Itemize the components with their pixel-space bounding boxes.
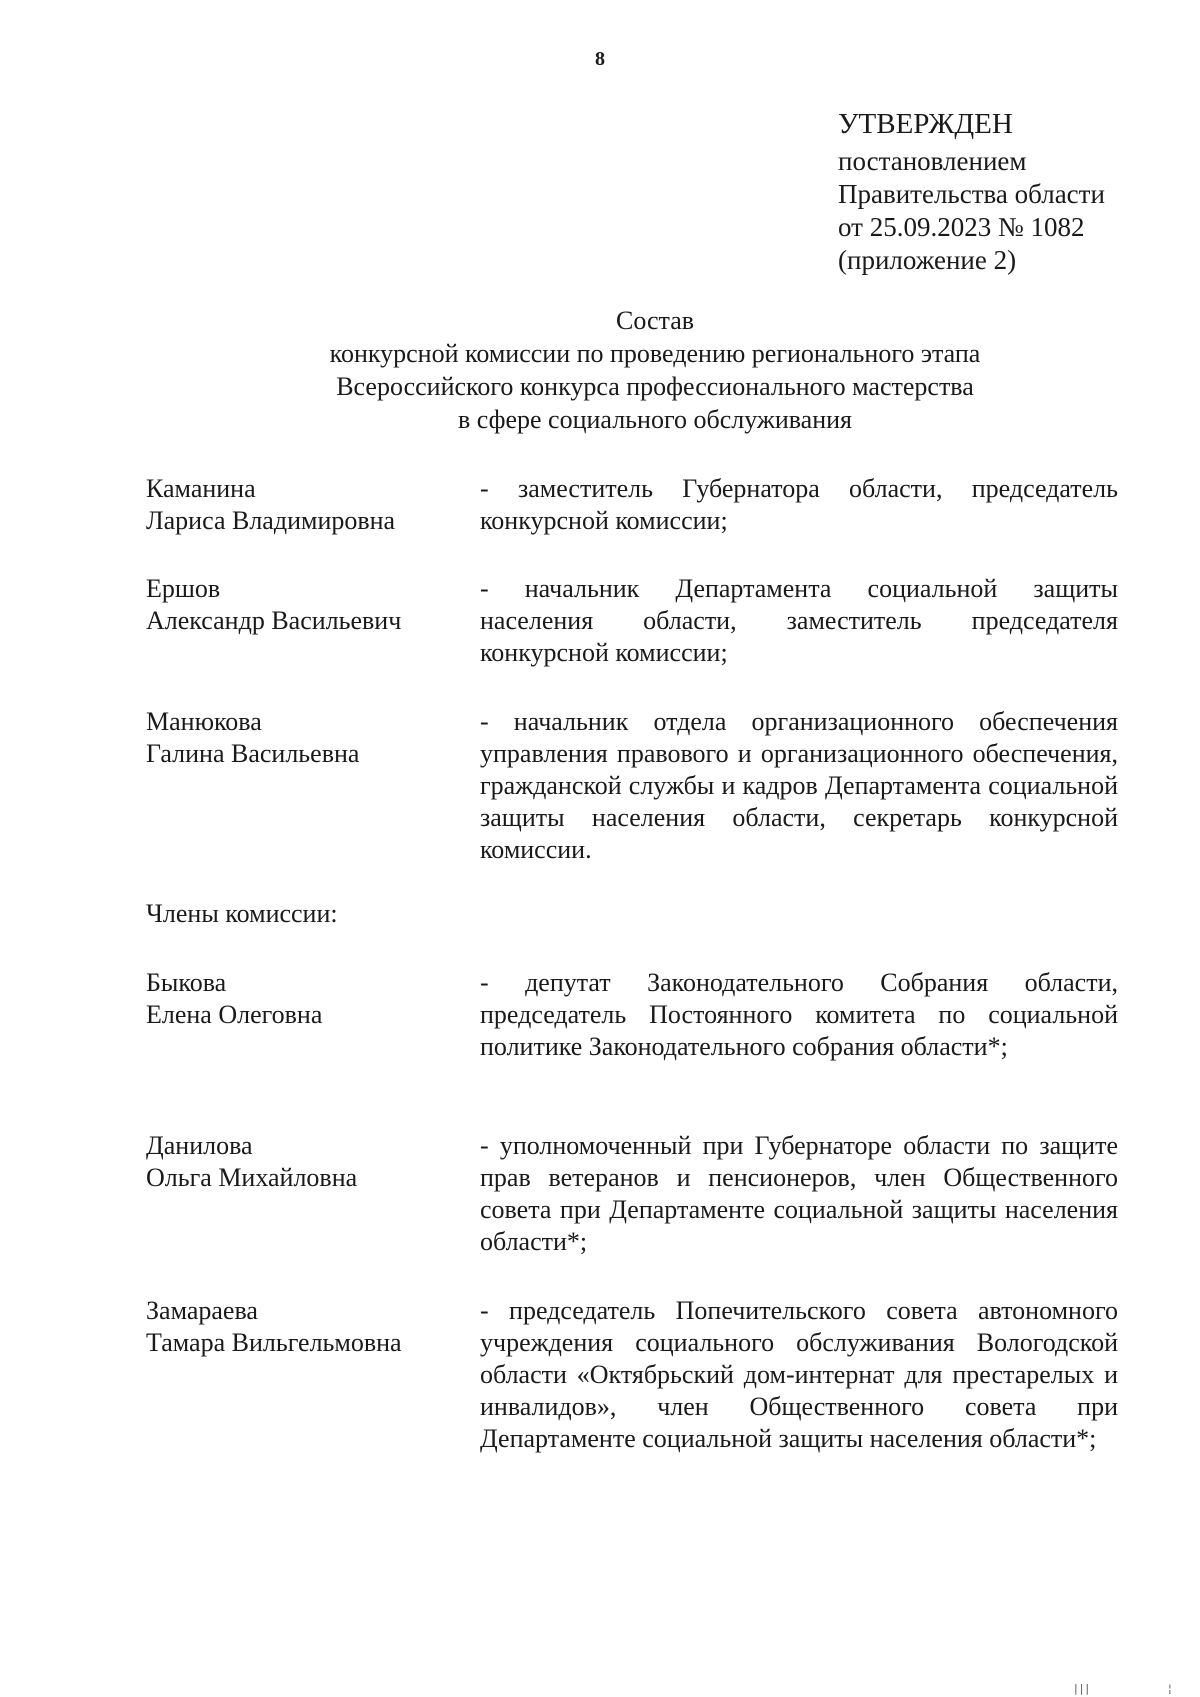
member-role: - заместитель Губернатора области, председатель конкурсной комиссии; [480,474,1118,535]
member-surname: Замараева [146,1296,258,1325]
member-name [146,1130,466,1194]
member-surname: Данилова [146,1131,253,1160]
member-role: - председатель Попечительского совета автономного учреждения социального обслуживания Вологодской области «Октябрьский дом-интернат для престарелых и инвалидов», член Общественного совета при Департаменте социальной защиты населения области*; [480,1296,1118,1453]
member-given-name: Лариса Владимировна [146,506,396,535]
member-surname: Ершов [146,574,221,603]
member-given-name: Александр Васильевич [146,606,402,635]
scan-mark: ¦ [1168,1682,1174,1695]
member-given-name: Елена Олеговна [146,1000,323,1029]
title-line: Всероссийского конкурса профессионального мастерства [336,372,974,401]
title-line: в сфере социального обслуживания [458,405,852,434]
document-title [140,304,1170,436]
member-given-name: Тамара Вильгельмовна [146,1328,402,1357]
member-surname: Манюкова [146,707,262,736]
approval-heading: УТВЕРЖДЕН [838,108,1013,140]
member-name [146,706,466,770]
approval-line: от 25.09.2023 № 1082 [838,212,1085,242]
member-given-name: Галина Васильевна [146,739,360,768]
member-name [146,573,466,637]
member-role: - начальник Департамента социальной защиты населения области, заместитель председателя конкурсной комиссии; [480,574,1118,667]
page-number: 8 [595,48,605,70]
members-heading: Члены комиссии: [146,899,338,928]
approval-line: постановлением [838,146,1027,176]
approval-stamp [838,108,1105,277]
member-surname: Каманина [146,474,256,503]
member-name [146,967,466,1031]
member-surname: Быкова [146,968,227,997]
title-line: Состав [615,306,695,335]
scan-mark: ||| [1074,1682,1092,1695]
approval-line: Правительства области [838,179,1105,209]
approval-line: (приложение 2) [838,245,1017,275]
member-role: - уполномоченный при Губернаторе области по защите прав ветеранов и пенсионеров, член Общественного совета при Департаменте социальной защиты населения области*; [480,1131,1118,1256]
member-name [146,1295,466,1359]
title-line: конкурсной комиссии по проведению регионального этапа [329,339,981,368]
member-role: - начальник отдела организационного обеспечения управления правового и организационного обеспечения, гражданской службы и кадров Департамента социальной защиты населения области, секретарь конкурсной комиссии. [480,707,1118,864]
member-given-name: Ольга Михайловна [146,1163,358,1192]
member-name [146,473,466,537]
member-role: - депутат Законодательного Собрания области, председатель Постоянного комитета по социальной политике Законодательного собрания области*; [480,968,1118,1061]
